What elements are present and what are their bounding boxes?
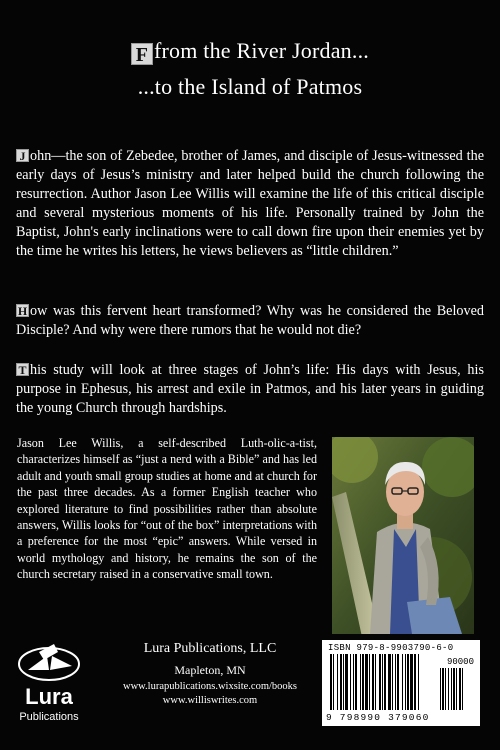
- barcode-bar: [343, 654, 344, 710]
- logo-word-lura: Lura: [25, 684, 73, 709]
- barcode-bar: [388, 654, 391, 710]
- barcode-bar: [350, 654, 351, 710]
- barcode-bar: [407, 654, 409, 710]
- description-paragraph-3: [16, 361, 484, 418]
- author-website: www.williswrites.com: [162, 695, 258, 706]
- barcode-bar: [375, 654, 376, 710]
- barcode-addon-bar: [456, 668, 457, 710]
- barcode-addon-bar: [440, 668, 441, 710]
- publisher-info: [110, 640, 310, 708]
- headline-line-1-text: from the River Jordan...: [154, 38, 369, 63]
- barcode-bar: [384, 654, 386, 710]
- barcode-digits: 9 798990 379060: [326, 712, 430, 723]
- paragraph-2-text: ow was this fervent heart transformed? Why was he considered the Beloved Disciple? And why were there rumors that he would not die?: [16, 303, 484, 338]
- barcode-bar: [392, 654, 393, 710]
- headline-line-1: [0, 38, 500, 65]
- paragraph-1-text: ohn—the son of Zebedee, brother of James, and disciple of Jesus-witnessed the early days of Jesus’s ministry and later helped build the church following the resurrection. Author Jason Lee Willis will examine the life of this critical disciple and several mysterious moments of his life. Personally trained by John the Baptist, John's early inclinations were to call down fire upon their enemies yet by the time he writes his letters, he views believers as “little children.”: [16, 148, 484, 259]
- barcode-addon-bar: [445, 668, 446, 710]
- barcode-bar: [382, 654, 383, 710]
- headline-drop-cap: F: [131, 43, 153, 65]
- barcode-addon-bar: [453, 668, 455, 710]
- barcode-bar: [362, 654, 364, 710]
- barcode-bar: [402, 654, 403, 710]
- barcode-bar: [414, 654, 416, 710]
- barcode-bar: [369, 654, 370, 710]
- description-paragraph-1: [16, 147, 484, 261]
- barcode-bar: [372, 654, 374, 710]
- barcode-bar: [345, 654, 348, 710]
- barcode-bar: [330, 654, 332, 710]
- barcode-addon-bar: [442, 668, 444, 710]
- book-logo-icon: [14, 640, 84, 730]
- barcode-addon-bar: [459, 668, 461, 710]
- isbn-number: ISBN 979-8-9903790-6-0: [328, 643, 454, 653]
- isbn-barcode: [322, 640, 480, 726]
- barcode-bar: [410, 654, 413, 710]
- barcode-bar: [405, 654, 406, 710]
- publisher-city: Mapleton, MN: [174, 663, 246, 677]
- headline-line-2: ...to the Island of Patmos: [137, 74, 363, 99]
- barcode-bar: [340, 654, 342, 710]
- barcode-bar: [379, 654, 381, 710]
- barcode-addon-bar: [451, 668, 452, 710]
- lura-publications-logo: [14, 640, 84, 730]
- author-bio: Jason Lee Willis, a self-described Luth-olic-a-tist, characterizes himself as “just a nerd with a Bible” and has led adult and youth small group studies at home and at church for the past three decades. As a former English teacher who explored literature to find possibilities rather than absolute answers, Willis looks for “out of the box” interpretations with a preference for the most “epic” answers. While versed in world mythology and history, he remains the son of the church secretary raised in a conservative small town.: [17, 436, 317, 582]
- barcode-addon-bar: [448, 668, 449, 710]
- barcode-bar: [360, 654, 361, 710]
- barcode-bar: [355, 654, 357, 710]
- barcode-bar: [365, 654, 368, 710]
- barcode-bar: [333, 654, 334, 710]
- price-code: 90000: [446, 657, 474, 667]
- barcode-bar: [418, 654, 419, 710]
- barcode-addon-bar: [462, 668, 463, 710]
- logo-word-publications: Publications: [19, 711, 79, 723]
- barcode-bar: [395, 654, 396, 710]
- description-paragraph-2: [16, 302, 484, 340]
- paragraph-2-drop-cap: H: [17, 304, 28, 318]
- barcode-bar: [397, 654, 399, 710]
- paragraph-3-drop-cap: T: [16, 363, 29, 376]
- barcode-bar: [337, 654, 338, 710]
- author-photo: [332, 437, 474, 634]
- paragraph-1-drop-cap: J: [16, 149, 29, 162]
- author-photo-illustration: [332, 437, 474, 634]
- publisher-name: Lura Publications, LLC: [143, 641, 277, 656]
- barcode-bar: [353, 654, 354, 710]
- paragraph-3-text: his study will look at three stages of John’s life: His days with Jesus, his purpose in Ephesus, his arrest and exile in Patmos, and his later years in guiding the young Church through hardships.: [16, 362, 484, 416]
- publisher-url: www.lurapublications.wixsite.com/books: [122, 681, 297, 692]
